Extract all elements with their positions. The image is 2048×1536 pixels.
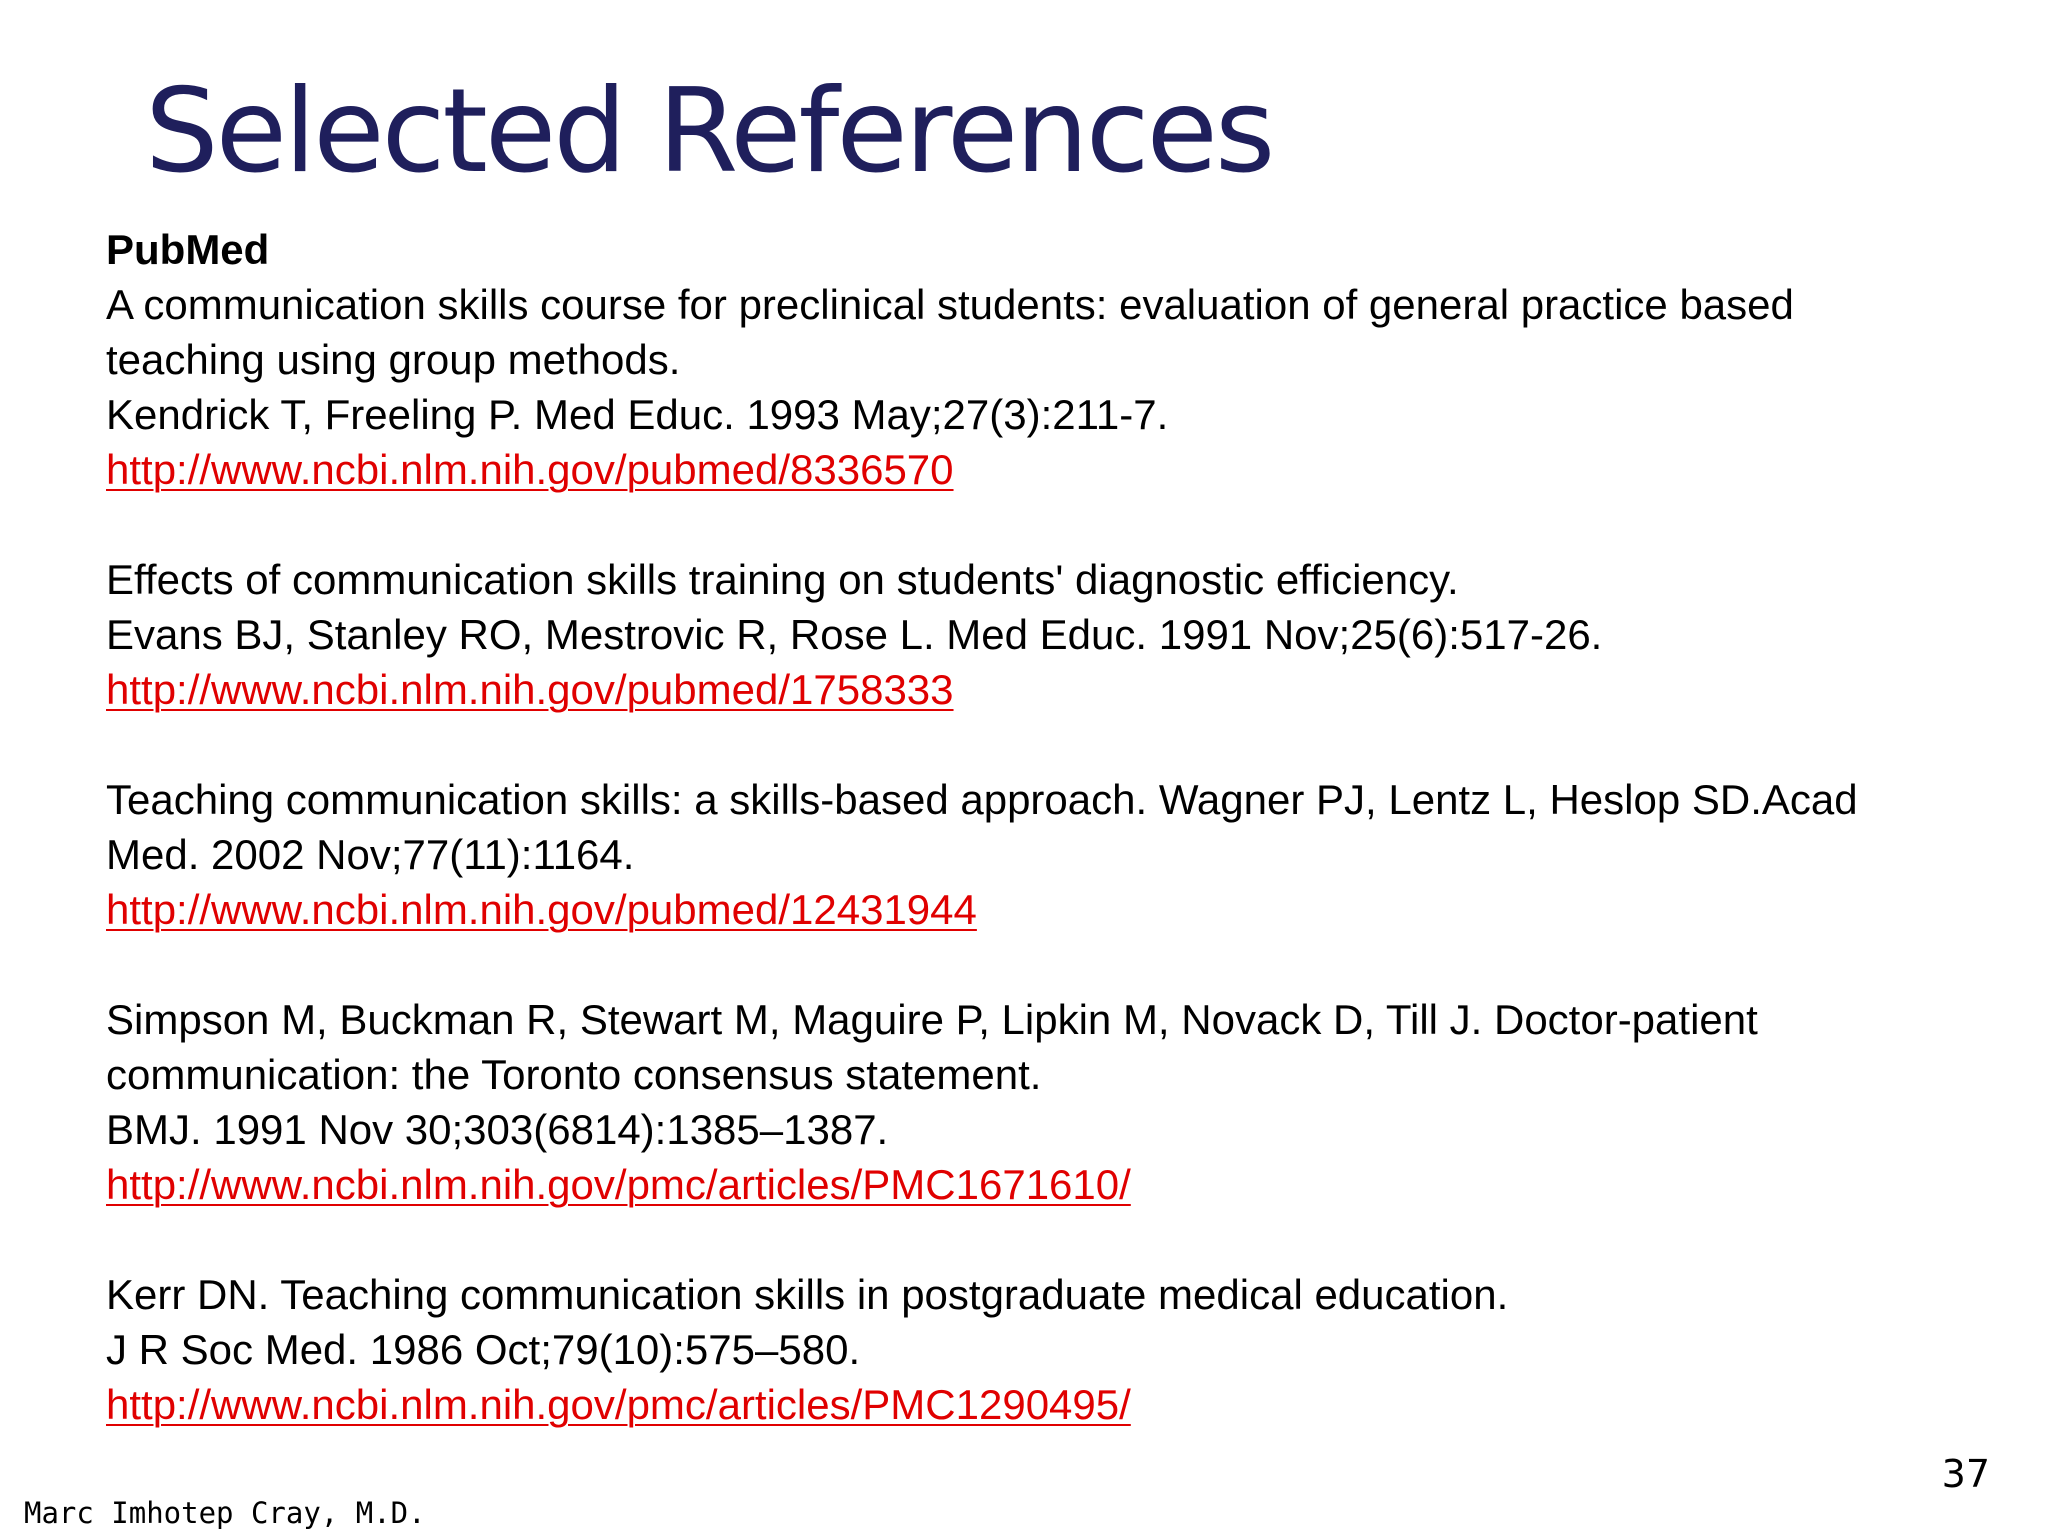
reference-title: Teaching communication skills: a skills-based approach. Wagner PJ, Lentz L, Heslop SD.Acad (106, 776, 1858, 823)
reference-citation: Evans BJ, Stanley RO, Mestrovic R, Rose L. Med Educ. 1991 Nov;25(6):517-26. (106, 611, 1603, 658)
reference-citation: Med. 2002 Nov;77(11):1164. (106, 831, 635, 878)
reference-link[interactable]: http://www.ncbi.nlm.nih.gov/pubmed/1758333 (106, 666, 954, 713)
reference-title: Effects of communication skills training on students' diagnostic efficiency. (106, 556, 1459, 603)
reference-link[interactable]: http://www.ncbi.nlm.nih.gov/pubmed/12431944 (106, 886, 977, 933)
reference-title: A communication skills course for preclinical students: evaluation of general practice based (106, 281, 1794, 328)
reference-link[interactable]: http://www.ncbi.nlm.nih.gov/pmc/articles/PMC1671610/ (106, 1161, 1131, 1208)
references-content (106, 222, 2036, 1487)
reference-item-4 (106, 992, 2036, 1212)
section-heading: PubMed (106, 226, 270, 273)
reference-title: Kerr DN. Teaching communication skills in postgraduate medical education. (106, 1271, 1509, 1318)
reference-authors: Simpson M, Buckman R, Stewart M, Maguire P, Lipkin M, Novack D, Till J. Doctor-patient (106, 996, 1758, 1043)
reference-title-continued: teaching using group methods. (106, 336, 681, 383)
reference-item-2 (106, 552, 2036, 717)
reference-item-1 (106, 277, 2036, 497)
reference-citation: J R Soc Med. 1986 Oct;79(10):575–580. (106, 1326, 861, 1373)
reference-item-3 (106, 772, 2036, 937)
slide-title: Selected References (145, 64, 1273, 199)
reference-link[interactable]: http://www.ncbi.nlm.nih.gov/pubmed/8336570 (106, 446, 954, 493)
author-footer: Marc Imhotep Cray, M.D. (24, 1496, 426, 1530)
reference-citation: BMJ. 1991 Nov 30;303(6814):1385–1387. (106, 1106, 889, 1153)
reference-title: communication: the Toronto consensus statement. (106, 1051, 1042, 1098)
reference-link[interactable]: http://www.ncbi.nlm.nih.gov/pmc/articles/PMC1290495/ (106, 1381, 1131, 1428)
reference-citation: Kendrick T, Freeling P. Med Educ. 1993 May;27(3):211-7. (106, 391, 1169, 438)
reference-item-5 (106, 1267, 2036, 1432)
page-number: 37 (1941, 1452, 1990, 1496)
